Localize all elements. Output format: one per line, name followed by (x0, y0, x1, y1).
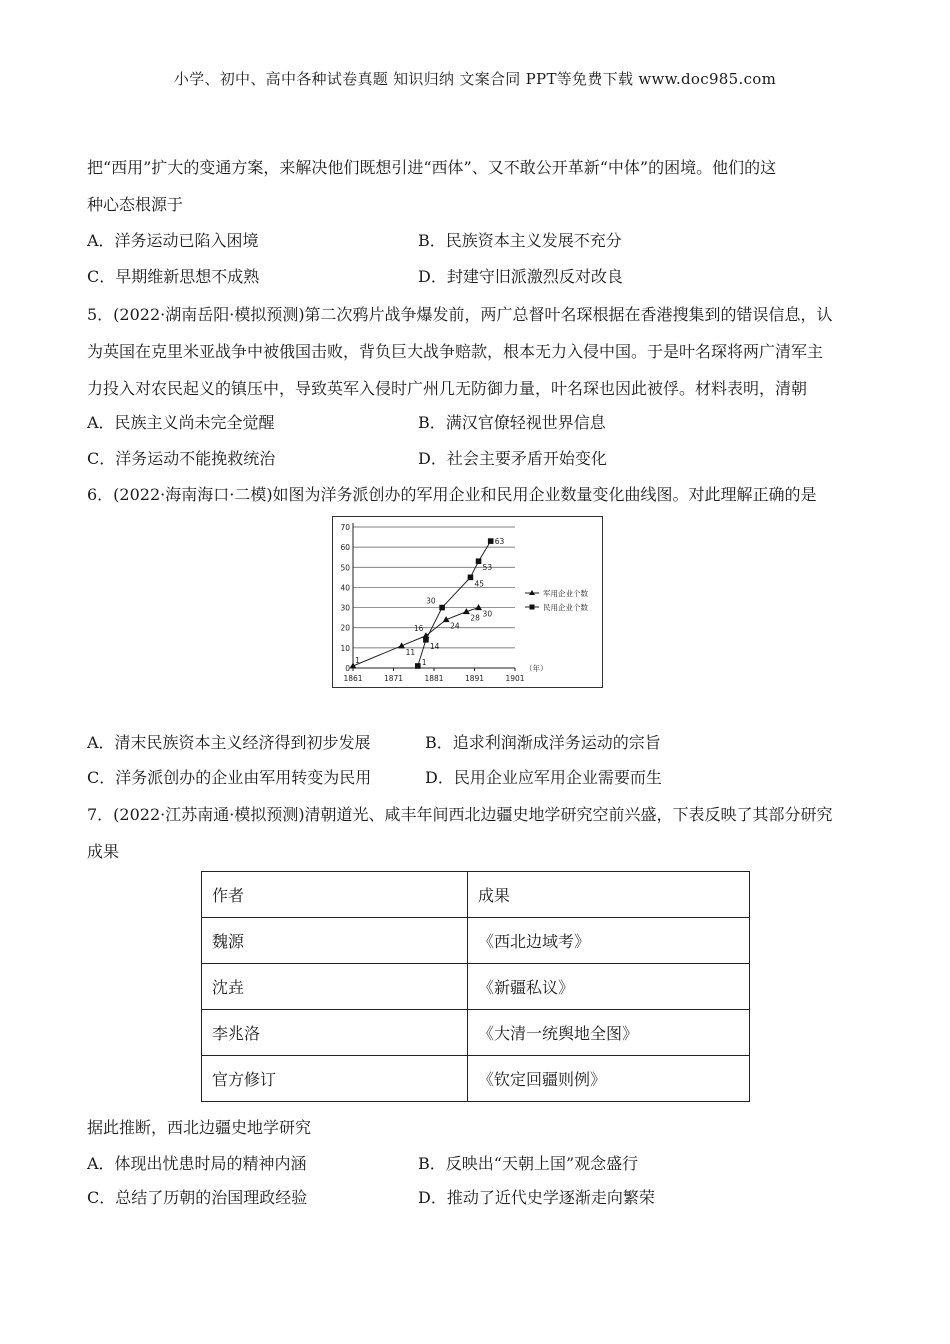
enterprise-count-chart (332, 516, 603, 688)
data-label: 11 (405, 647, 416, 657)
table-row (202, 964, 750, 1010)
x-tick-label: 1901 (505, 674, 525, 683)
y-tick-label: 50 (340, 563, 350, 573)
y-tick-label: 20 (340, 623, 350, 633)
legend-label-civilian: 民用企业个数 (543, 603, 588, 612)
table-row (202, 1056, 750, 1102)
page-header: 小学、初中、高中各种试卷真题 知识归纳 文案合同 PPT等免费下载 www.doc985.com (173, 70, 777, 88)
q4-option-c: C．早期维新思想不成熟 (87, 267, 260, 286)
table-row (202, 918, 750, 964)
q7-option-b: B．反映出“天朝上国”观念盛行 (418, 1154, 639, 1173)
y-tick-label: 30 (340, 603, 350, 613)
y-tick-label: 70 (340, 523, 350, 532)
table-cell-author: 官方修订 (202, 1056, 468, 1102)
data-label: 30 (426, 596, 436, 606)
q7-stem-line2: 成果 (87, 842, 120, 861)
x-axis-label: （年） (525, 664, 548, 673)
x-tick-label: 1861 (343, 674, 363, 683)
q4-option-d: D．封建守旧派激烈反对改良 (418, 267, 623, 286)
data-point-civilian (468, 575, 474, 581)
data-label: 24 (450, 621, 460, 631)
table-cell-result: 《新疆私议》 (468, 964, 750, 1010)
data-label: 63 (494, 537, 505, 547)
q5-option-a: A．民族主义尚未完全觉醒 (87, 413, 275, 432)
chart-svg (333, 517, 604, 689)
q6-option-d: D．民用企业应军用企业需要而生 (425, 768, 662, 787)
data-point-civilian (476, 558, 482, 564)
data-label: 30 (482, 609, 493, 619)
y-tick-label: 40 (340, 583, 350, 593)
data-label: 45 (474, 579, 484, 589)
legend-marker-civilian (530, 605, 535, 610)
q4-option-b: B．民族资本主义发展不充分 (418, 231, 622, 250)
q5-option-d: D．社会主要矛盾开始变化 (418, 449, 607, 468)
data-label: 1 (355, 655, 360, 665)
table-cell-author: 沈垚 (202, 964, 468, 1010)
table-header-author: 作者 (202, 872, 468, 918)
data-point-civilian (423, 637, 429, 643)
q6-stem-line1: 6．(2022·海南海口·二模)如图为洋务派创办的军用企业和民用企业数量变化曲线图。对此理解正确的是 (87, 485, 817, 504)
q7-stem-line1: 7．(2022·江苏南通·模拟预测)清朝道光、咸丰年间西北边疆史地学研究空前兴盛，下表反映了其部分研究 (87, 805, 833, 824)
table-header-row (202, 872, 750, 918)
table-header-result: 成果 (468, 872, 750, 918)
q5-option-c: C．洋务运动不能挽救统治 (87, 449, 276, 468)
research-results-table (201, 871, 750, 1102)
x-tick-label: 1871 (383, 674, 404, 683)
table-row (202, 1010, 750, 1056)
q7-option-a: A．体现出忧患时局的精神内涵 (87, 1154, 307, 1173)
legend-label-military: 军用企业个数 (543, 589, 588, 598)
table-cell-author: 魏源 (202, 918, 468, 964)
data-label: 28 (470, 613, 480, 623)
data-label: 1 (421, 657, 427, 667)
table-cell-result: 《大清一统舆地全图》 (468, 1010, 750, 1056)
y-tick-label: 10 (340, 643, 350, 653)
q4-stem-line1: 把“西用”扩大的变通方案，来解决他们既想引进“西体”、又不敢公开革新“中体”的困境。他们的这 (87, 158, 777, 177)
data-label: 16 (413, 623, 424, 633)
table-cell-author: 李兆洛 (202, 1010, 468, 1056)
data-label: 14 (429, 641, 440, 651)
q6-option-b: B．追求利润渐成洋务运动的宗旨 (425, 733, 661, 752)
q7-inference-text: 据此推断，西北边疆史地学研究 (87, 1118, 312, 1137)
data-point-military (475, 604, 482, 610)
table-cell-result: 《钦定回疆则例》 (468, 1056, 750, 1102)
q5-option-b: B．满汉官僚轻视世界信息 (418, 413, 606, 432)
q6-option-c: C．洋务派创办的企业由军用转变为民用 (87, 768, 372, 787)
q7-option-c: C．总结了历朝的治国理政经验 (87, 1188, 308, 1207)
y-tick-label: 60 (340, 543, 350, 553)
q6-option-a: A．清末民族资本主义经济得到初步发展 (87, 733, 371, 752)
q5-stem-line1: 5．(2022·湖南岳阳·模拟预测)第二次鸦片战争爆发前，两广总督叶名琛根据在香港搜集到的错误信息，认 (87, 305, 833, 324)
q7-option-d: D．推动了近代史学逐渐走向繁荣 (418, 1188, 655, 1207)
x-tick-label: 1881 (424, 674, 444, 683)
q4-stem-line2: 种心态根源于 (87, 195, 184, 214)
y-tick-label: 0 (345, 664, 350, 673)
data-point-civilian (488, 538, 494, 544)
q5-stem-line3: 力投入对农民起义的镇压中，导致英军入侵时广州几无防御力量，叶名琛也因此被俘。材料表明，清朝 (87, 379, 808, 398)
table-cell-result: 《西北边域考》 (468, 918, 750, 964)
data-point-civilian (415, 663, 421, 669)
data-point-civilian (439, 605, 445, 611)
x-tick-label: 1891 (464, 674, 485, 683)
q4-option-a: A．洋务运动已陷入困境 (87, 231, 259, 250)
data-label: 53 (482, 563, 493, 573)
q5-stem-line2: 为英国在克里米亚战争中被俄国击败，背负巨大战争赔款，根本无力入侵中国。于是叶名琛将两广清军主 (87, 342, 824, 361)
series-line-military (353, 608, 479, 666)
